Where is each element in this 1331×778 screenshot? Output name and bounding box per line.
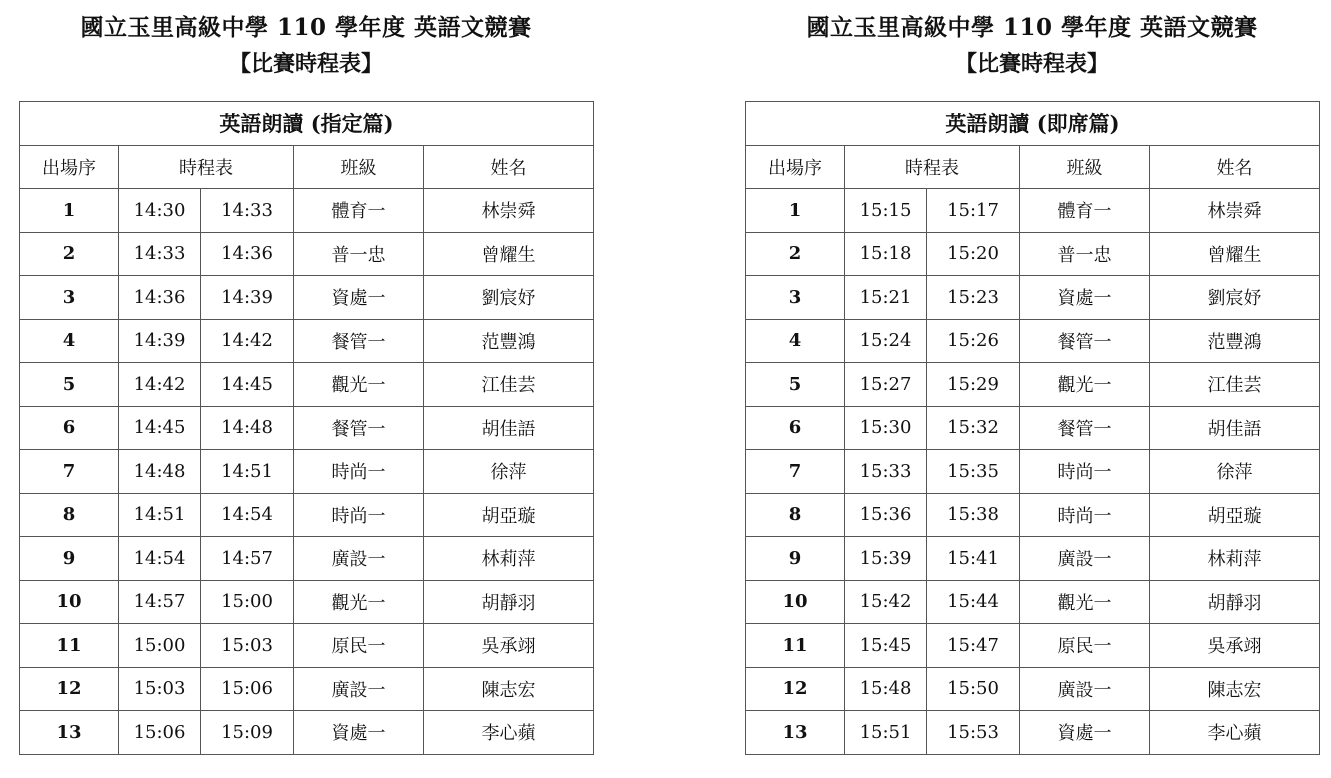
- class-cell: 資處一: [294, 276, 424, 320]
- end-time-cell: 15:47: [927, 624, 1020, 668]
- name-cell: 江佳芸: [1150, 363, 1320, 407]
- name-cell: 林崇舜: [424, 189, 594, 233]
- seq-cell: 10: [746, 580, 845, 624]
- seq-cell: 5: [20, 363, 119, 407]
- name-cell: 林莉萍: [424, 537, 594, 581]
- class-cell: 廣設一: [294, 537, 424, 581]
- page-title: 國立玉里高級中學 110 學年度 英語文競賽: [80, 14, 532, 41]
- name-cell: 胡亞璇: [424, 493, 594, 537]
- table-row: [746, 493, 1320, 537]
- name-cell: 胡靜羽: [1150, 580, 1320, 624]
- class-cell: 時尚一: [1020, 450, 1150, 494]
- seq-cell: 2: [746, 232, 845, 276]
- end-time-cell: 15:06: [201, 667, 294, 711]
- class-cell: 資處一: [1020, 276, 1150, 320]
- start-time-cell: 14:45: [119, 406, 201, 450]
- class-cell: 時尚一: [294, 450, 424, 494]
- end-time-cell: 14:51: [201, 450, 294, 494]
- col-header-class: 班級: [1020, 145, 1150, 189]
- page-subtitle: 【比賽時程表】: [954, 51, 1109, 77]
- name-cell: 江佳芸: [424, 363, 594, 407]
- table-row: [746, 276, 1320, 320]
- class-cell: 資處一: [1020, 711, 1150, 755]
- end-time-cell: 15:00: [201, 580, 294, 624]
- start-time-cell: 15:03: [119, 667, 201, 711]
- start-time-cell: 15:36: [845, 493, 927, 537]
- start-time-cell: 15:51: [845, 711, 927, 755]
- name-cell: 李心蘋: [1150, 711, 1320, 755]
- end-time-cell: 15:44: [927, 580, 1020, 624]
- class-cell: 餐管一: [294, 319, 424, 363]
- table-row: [20, 189, 594, 233]
- name-cell: 劉宸妤: [424, 276, 594, 320]
- end-time-cell: 15:29: [927, 363, 1020, 407]
- start-time-cell: 15:15: [845, 189, 927, 233]
- end-time-cell: 14:36: [201, 232, 294, 276]
- name-cell: 范豐鴻: [1150, 319, 1320, 363]
- start-time-cell: 14:30: [119, 189, 201, 233]
- end-time-cell: 15:09: [201, 711, 294, 755]
- start-time-cell: 14:42: [119, 363, 201, 407]
- end-time-cell: 15:38: [927, 493, 1020, 537]
- end-time-cell: 15:50: [927, 667, 1020, 711]
- end-time-cell: 14:45: [201, 363, 294, 407]
- table-row: [20, 232, 594, 276]
- seq-cell: 11: [20, 624, 119, 668]
- name-cell: 劉宸妤: [1150, 276, 1320, 320]
- class-cell: 時尚一: [294, 493, 424, 537]
- class-cell: 體育一: [1020, 189, 1150, 233]
- table-row: [746, 406, 1320, 450]
- seq-cell: 6: [20, 406, 119, 450]
- end-time-cell: 15:26: [927, 319, 1020, 363]
- class-cell: 觀光一: [294, 363, 424, 407]
- seq-cell: 9: [746, 537, 845, 581]
- col-header-name: 姓名: [424, 145, 594, 189]
- start-time-cell: 15:00: [119, 624, 201, 668]
- start-time-cell: 15:21: [845, 276, 927, 320]
- class-cell: 廣設一: [294, 667, 424, 711]
- seq-cell: 8: [746, 493, 845, 537]
- table-row: [746, 711, 1320, 755]
- end-time-cell: 15:53: [927, 711, 1020, 755]
- seq-cell: 2: [20, 232, 119, 276]
- seq-cell: 7: [746, 450, 845, 494]
- class-cell: 觀光一: [1020, 363, 1150, 407]
- table-row: [746, 450, 1320, 494]
- class-cell: 體育一: [294, 189, 424, 233]
- name-cell: 胡佳語: [1150, 406, 1320, 450]
- end-time-cell: 15:20: [927, 232, 1020, 276]
- end-time-cell: 15:41: [927, 537, 1020, 581]
- seq-cell: 7: [20, 450, 119, 494]
- table-row: [20, 450, 594, 494]
- seq-cell: 6: [746, 406, 845, 450]
- section-title: 英語朗讀 (即席篇): [746, 102, 1320, 146]
- table-row: [20, 493, 594, 537]
- end-time-cell: 14:42: [201, 319, 294, 363]
- class-cell: 原民一: [294, 624, 424, 668]
- name-cell: 胡靜羽: [424, 580, 594, 624]
- seq-cell: 3: [20, 276, 119, 320]
- start-time-cell: 14:39: [119, 319, 201, 363]
- table-row: [20, 624, 594, 668]
- start-time-cell: 15:39: [845, 537, 927, 581]
- name-cell: 吳承翊: [424, 624, 594, 668]
- end-time-cell: 14:48: [201, 406, 294, 450]
- class-cell: 廣設一: [1020, 537, 1150, 581]
- seq-cell: 9: [20, 537, 119, 581]
- start-time-cell: 14:51: [119, 493, 201, 537]
- class-cell: 資處一: [294, 711, 424, 755]
- table-row: [20, 580, 594, 624]
- table-row: [746, 363, 1320, 407]
- schedule-panel-assigned: [19, 0, 593, 745]
- seq-cell: 12: [20, 667, 119, 711]
- col-header-time: 時程表: [119, 145, 294, 189]
- table-row: [746, 537, 1320, 581]
- name-cell: 吳承翊: [1150, 624, 1320, 668]
- col-header-seq: 出場序: [746, 145, 845, 189]
- seq-cell: 1: [746, 189, 845, 233]
- class-cell: 餐管一: [294, 406, 424, 450]
- table-row: [20, 667, 594, 711]
- schedule-table: [745, 101, 1320, 755]
- name-cell: 林莉萍: [1150, 537, 1320, 581]
- page-subtitle: 【比賽時程表】: [228, 51, 383, 77]
- col-header-time: 時程表: [845, 145, 1020, 189]
- table-row: [746, 319, 1320, 363]
- seq-cell: 8: [20, 493, 119, 537]
- name-cell: 曾耀生: [1150, 232, 1320, 276]
- seq-cell: 10: [20, 580, 119, 624]
- end-time-cell: 14:57: [201, 537, 294, 581]
- seq-cell: 12: [746, 667, 845, 711]
- start-time-cell: 15:30: [845, 406, 927, 450]
- start-time-cell: 14:48: [119, 450, 201, 494]
- col-header-name: 姓名: [1150, 145, 1320, 189]
- table-row: [20, 319, 594, 363]
- end-time-cell: 15:03: [201, 624, 294, 668]
- schedule-panel-impromptu: [745, 0, 1319, 745]
- end-time-cell: 15:35: [927, 450, 1020, 494]
- seq-cell: 4: [746, 319, 845, 363]
- schedule-table: [19, 101, 594, 755]
- start-time-cell: 14:33: [119, 232, 201, 276]
- class-cell: 廣設一: [1020, 667, 1150, 711]
- seq-cell: 3: [746, 276, 845, 320]
- name-cell: 李心蘋: [424, 711, 594, 755]
- start-time-cell: 15:48: [845, 667, 927, 711]
- start-time-cell: 15:06: [119, 711, 201, 755]
- end-time-cell: 14:39: [201, 276, 294, 320]
- seq-cell: 13: [746, 711, 845, 755]
- name-cell: 胡佳語: [424, 406, 594, 450]
- end-time-cell: 14:54: [201, 493, 294, 537]
- end-time-cell: 14:33: [201, 189, 294, 233]
- end-time-cell: 15:17: [927, 189, 1020, 233]
- start-time-cell: 14:57: [119, 580, 201, 624]
- col-header-seq: 出場序: [20, 145, 119, 189]
- name-cell: 范豐鴻: [424, 319, 594, 363]
- table-row: [746, 189, 1320, 233]
- seq-cell: 1: [20, 189, 119, 233]
- end-time-cell: 15:32: [927, 406, 1020, 450]
- table-row: [746, 624, 1320, 668]
- table-row: [746, 667, 1320, 711]
- start-time-cell: 14:54: [119, 537, 201, 581]
- table-row: [20, 711, 594, 755]
- table-row: [20, 363, 594, 407]
- start-time-cell: 15:45: [845, 624, 927, 668]
- start-time-cell: 14:36: [119, 276, 201, 320]
- end-time-cell: 15:23: [927, 276, 1020, 320]
- table-row: [20, 276, 594, 320]
- name-cell: 徐萍: [424, 450, 594, 494]
- start-time-cell: 15:42: [845, 580, 927, 624]
- class-cell: 餐管一: [1020, 319, 1150, 363]
- class-cell: 觀光一: [1020, 580, 1150, 624]
- start-time-cell: 15:24: [845, 319, 927, 363]
- seq-cell: 11: [746, 624, 845, 668]
- class-cell: 時尚一: [1020, 493, 1150, 537]
- table-row: [746, 580, 1320, 624]
- table-row: [746, 232, 1320, 276]
- seq-cell: 4: [20, 319, 119, 363]
- name-cell: 陳志宏: [424, 667, 594, 711]
- page-title: 國立玉里高級中學 110 學年度 英語文競賽: [806, 14, 1258, 41]
- name-cell: 徐萍: [1150, 450, 1320, 494]
- start-time-cell: 15:33: [845, 450, 927, 494]
- table-row: [20, 537, 594, 581]
- name-cell: 林崇舜: [1150, 189, 1320, 233]
- class-cell: 原民一: [1020, 624, 1150, 668]
- name-cell: 陳志宏: [1150, 667, 1320, 711]
- class-cell: 觀光一: [294, 580, 424, 624]
- section-title: 英語朗讀 (指定篇): [20, 102, 594, 146]
- col-header-class: 班級: [294, 145, 424, 189]
- class-cell: 餐管一: [1020, 406, 1150, 450]
- seq-cell: 13: [20, 711, 119, 755]
- start-time-cell: 15:27: [845, 363, 927, 407]
- table-row: [20, 406, 594, 450]
- start-time-cell: 15:18: [845, 232, 927, 276]
- class-cell: 普一忠: [1020, 232, 1150, 276]
- name-cell: 胡亞璇: [1150, 493, 1320, 537]
- class-cell: 普一忠: [294, 232, 424, 276]
- seq-cell: 5: [746, 363, 845, 407]
- name-cell: 曾耀生: [424, 232, 594, 276]
